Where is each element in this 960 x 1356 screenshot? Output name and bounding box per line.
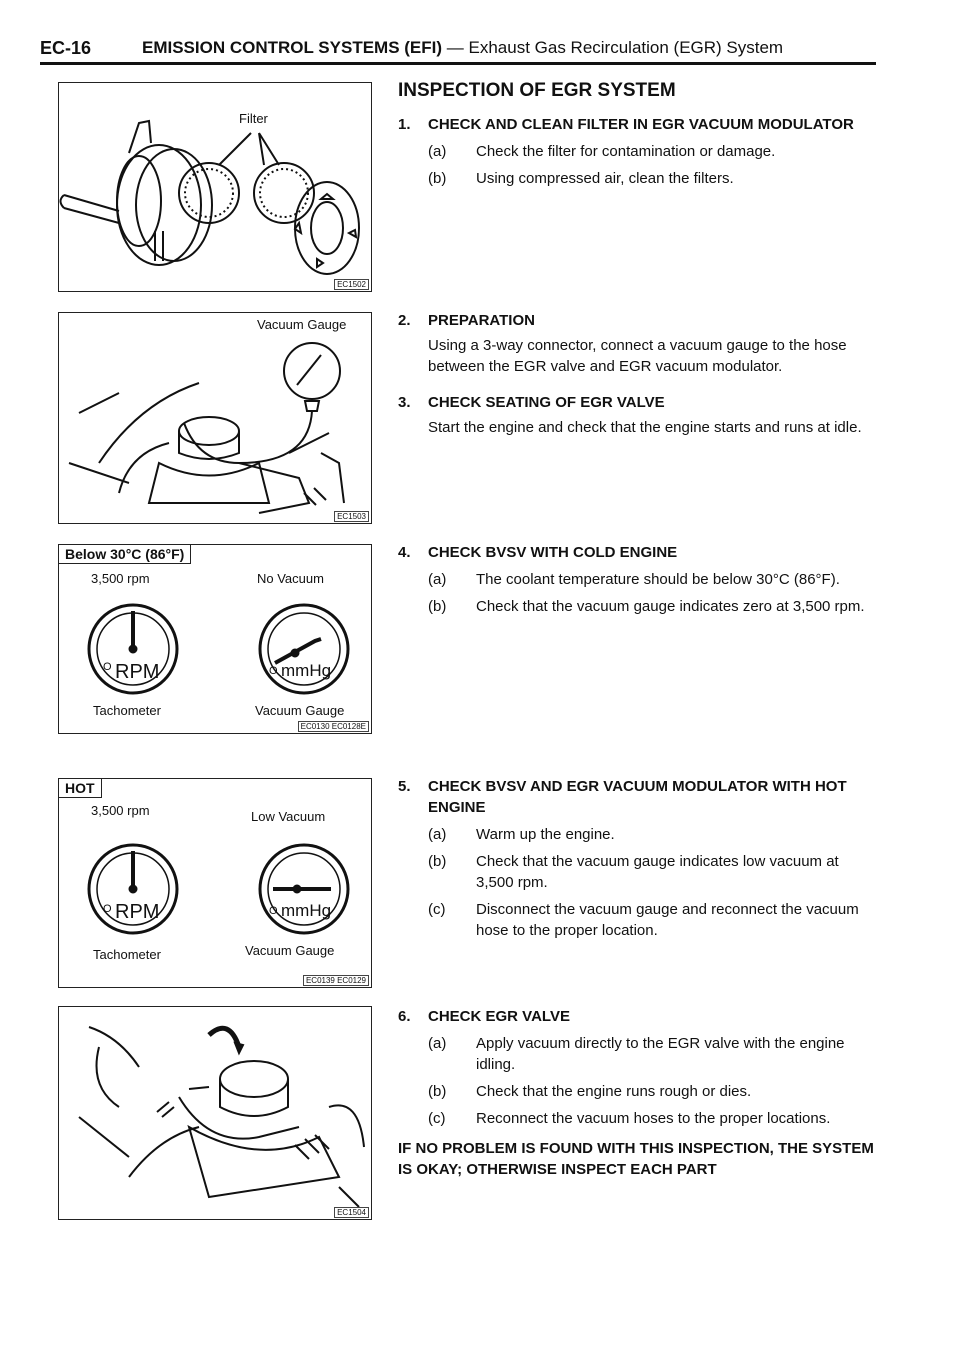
vacuum-gauge-label: Vacuum Gauge: [255, 703, 345, 718]
tachometer-label: Tachometer: [93, 703, 161, 718]
vacuum-gauge-label: Vacuum Gauge: [257, 317, 347, 332]
gauge-dial-o: O: [269, 905, 278, 917]
cold-rpm: 3,500 rpm: [91, 571, 150, 586]
figure-code: EC0139 EC0129: [303, 975, 369, 986]
hot-vacuum-state: Low Vacuum: [251, 809, 326, 824]
figure-egr-valve: [58, 1006, 372, 1220]
page-number: EC-16: [40, 38, 92, 58]
vacuum-gauge-illustration: [59, 313, 371, 523]
section-title: EMISSION CONTROL SYSTEMS (EFI): [142, 38, 443, 57]
gauge-dial-unit: mmHg: [281, 901, 332, 920]
hot-rpm: 3,500 rpm: [91, 803, 150, 818]
figure-vacuum-gauge: [58, 312, 372, 524]
step-heading: CHECK AND CLEAN FILTER IN EGR VACUUM MODULATOR: [428, 116, 854, 133]
hot-condition-title: HOT: [58, 778, 102, 798]
cold-vacuum-state: No Vacuum: [257, 571, 324, 586]
cold-condition-title: Below 30°C (86°F): [58, 544, 191, 564]
subsection-title: — Exhaust Gas Recirculation (EGR) System: [442, 38, 784, 57]
figure-filter: [58, 82, 372, 292]
step-heading: PREPARATION: [428, 312, 535, 329]
gauge-dial-o: O: [269, 665, 278, 677]
tachometer-label: Tachometer: [93, 947, 161, 962]
figure-code: EC1502: [334, 279, 369, 290]
figure-code: EC1504: [334, 1207, 369, 1218]
filter-label: Filter: [239, 111, 268, 126]
tach-dial-unit: RPM: [115, 901, 160, 923]
step-heading: CHECK BVSV AND EGR VACUUM MODULATOR WITH HOT ENGINE: [428, 778, 847, 816]
step-6: 6. CHECK EGR VALVE (a) Apply vacuum directly to the EGR valve with the engine idling. (b) Check that the engine runs rough or dies. (c) Reconnect the vacuum hoses to the proper locations.: [398, 1006, 878, 1129]
step-1: 1. CHECK AND CLEAN FILTER IN EGR VACUUM MODULATOR (a) Check the filter for contamination or damage. (b) Using compressed air, clean the filters.: [398, 114, 878, 189]
egr-valve-illustration: [59, 1007, 371, 1219]
step-heading: CHECK BVSV WITH COLD ENGINE: [428, 544, 678, 561]
step-5: 5. CHECK BVSV AND EGR VACUUM MODULATOR WITH HOT ENGINE (a) Warm up the engine. (b) Check that the vacuum gauge indicates low vacuum at 3,500 rpm. (c) Disconnect the vacuum gauge and reconnect the vacuum hose to the proper location.: [398, 776, 878, 941]
tach-dial-o: O: [103, 903, 112, 915]
step-3: 3. CHECK SEATING OF EGR VALVE Start the engine and check that the engine starts and runs at idle.: [398, 392, 878, 438]
tach-dial-o: O: [103, 661, 112, 673]
filter-illustration: [59, 83, 371, 291]
final-note: IF NO PROBLEM IS FOUND WITH THIS INSPECTION, THE SYSTEM IS OKAY; OTHERWISE INSPECT EACH PART: [398, 1140, 874, 1178]
figure-hot-engine: [58, 778, 372, 988]
step-heading: CHECK SEATING OF EGR VALVE: [428, 394, 665, 411]
vacuum-gauge-label: Vacuum Gauge: [245, 943, 335, 958]
gauge-dial-unit: mmHg: [281, 661, 332, 680]
step-4: 4. CHECK BVSV WITH COLD ENGINE (a) The coolant temperature should be below 30°C (86°F). (b) Check that the vacuum gauge indicates zero at 3,500 rpm.: [398, 542, 878, 617]
step-2: 2. PREPARATION Using a 3-way connector, connect a vacuum gauge to the hose between the EGR valve and EGR vacuum modulator.: [398, 310, 878, 377]
tach-dial-unit: RPM: [115, 661, 160, 683]
figure-code: EC0130 EC0128E: [298, 721, 369, 732]
step-heading: CHECK EGR VALVE: [428, 1008, 570, 1025]
content-title: INSPECTION OF EGR SYSTEM: [398, 80, 676, 101]
figure-code: EC1503: [334, 511, 369, 522]
figure-cold-engine: [58, 544, 372, 734]
inspection-content: [398, 0, 878, 1356]
